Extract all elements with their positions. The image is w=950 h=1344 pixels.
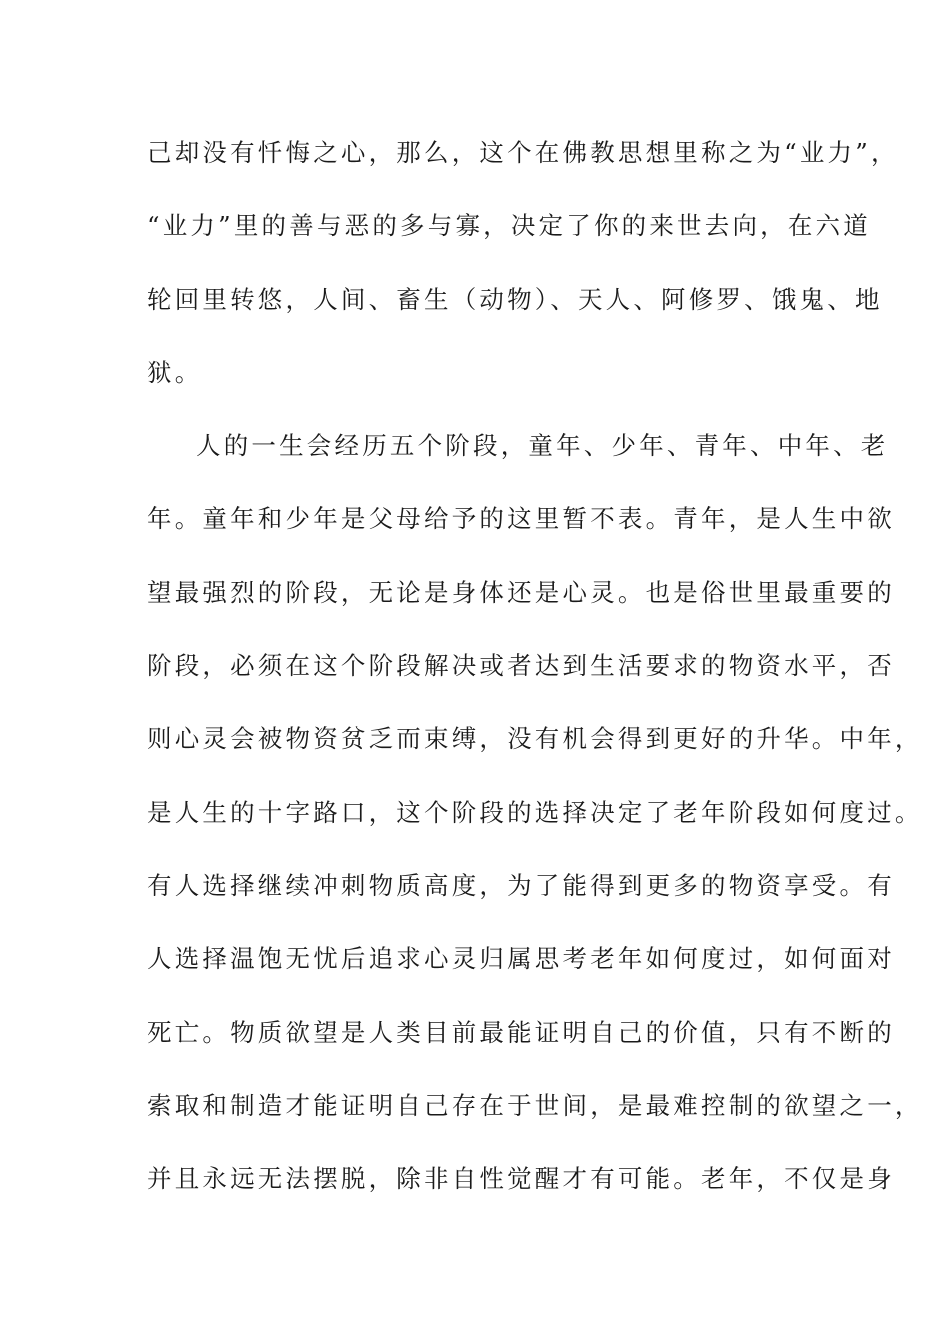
- text-line: 索取和制造才能证明自己存在于世间，是最难控制的欲望之一，: [147, 1090, 923, 1120]
- text-line: 人选择温饱无忧后追求心灵归属思考老年如何度过，如何面对: [147, 944, 895, 974]
- text-line: 则心灵会被物资贫乏而束缚，没有机会得到更好的升华。中年，: [147, 724, 923, 754]
- text-line: 轮回里转悠，人间、畜生（动物）、天人、阿修罗、饿鬼、地: [147, 284, 883, 314]
- text-line: 年。童年和少年是父母给予的这里暂不表。青年，是人生中欲: [147, 504, 895, 534]
- text-line: 并且永远无法摆脱，除非自性觉醒才有可能。老年，不仅是身: [147, 1164, 895, 1194]
- text-line: 阶段，必须在这个阶段解决或者达到生活要求的物资水平，否: [147, 651, 895, 681]
- text-line: 己却没有忏悔之心，那么，这个在佛教思想里称之为“业力”，: [147, 138, 899, 167]
- text-line: 望最强烈的阶段，无论是身体还是心灵。也是俗世里最重要的: [147, 577, 895, 607]
- text-line: 狱。: [147, 357, 203, 387]
- text-line: 人的一生会经历五个阶段，童年、少年、青年、中年、老: [196, 431, 889, 461]
- text-line: 是人生的十字路口，这个阶段的选择决定了老年阶段如何度过。: [147, 797, 923, 827]
- text-line: “业力”里的善与恶的多与寡，决定了你的来世去向，在六道: [147, 211, 871, 241]
- body-text: [147, 129, 923, 1228]
- text-line: 死亡。物质欲望是人类目前最能证明自己的价值，只有不断的: [147, 1017, 895, 1047]
- text-line: 有人选择继续冲刺物质高度，为了能得到更多的物资享受。有: [147, 870, 895, 900]
